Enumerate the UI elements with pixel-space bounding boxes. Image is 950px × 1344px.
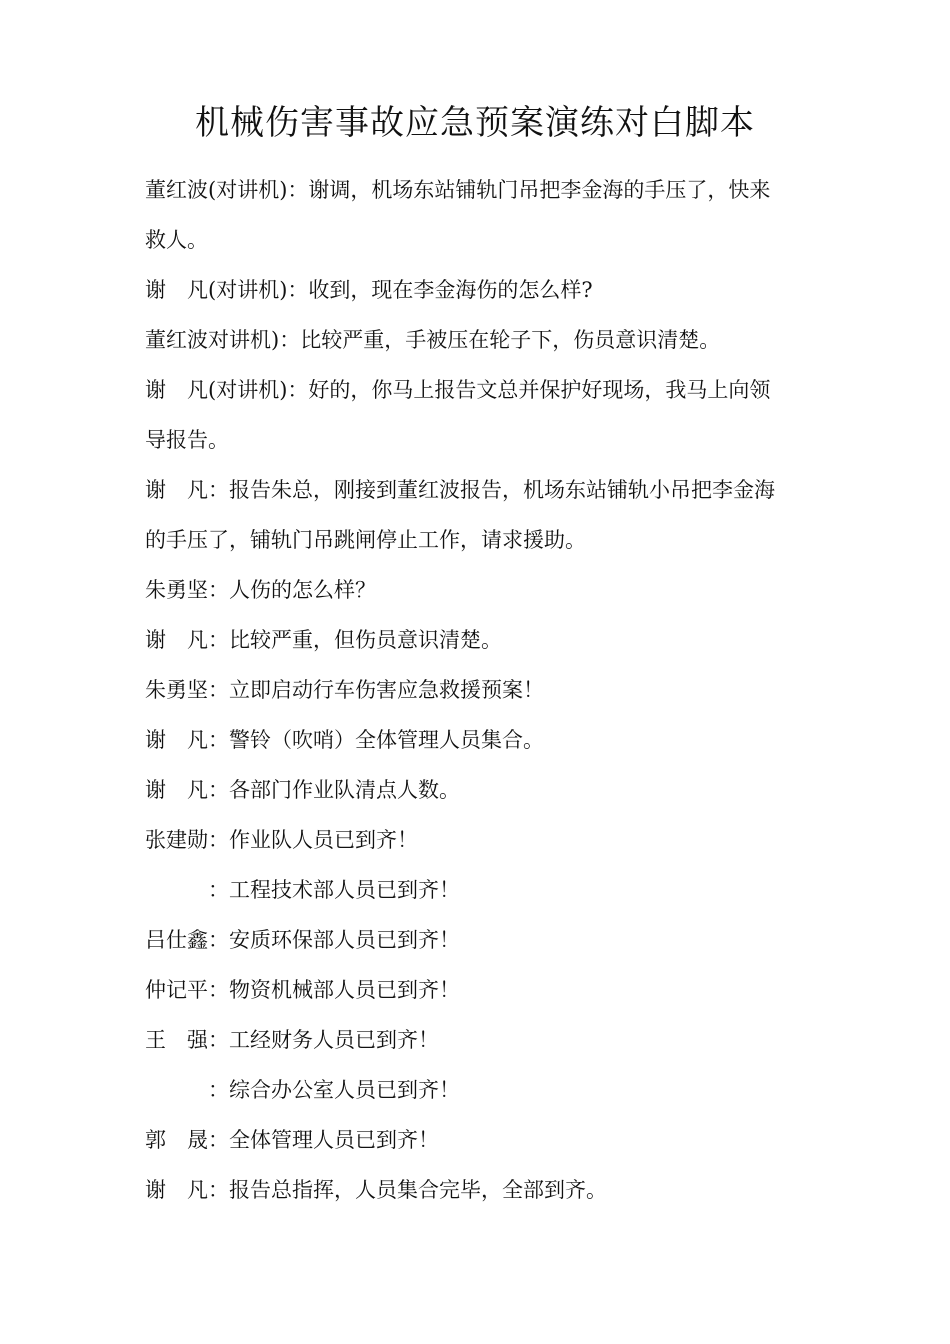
dialogue-line: 谢 凡：报告总指挥，人员集合完毕，全部到齐。	[145, 1178, 607, 1202]
dialogue-line: 朱勇坚：人伤的怎么样？	[145, 578, 376, 602]
dialogue-line: 董红波对讲机)：比较严重，手被压在轮子下，伤员意识清楚。	[145, 328, 721, 352]
dialogue-line: 谢 凡(对讲机)：好的，你马上报告文总并保护好现场，我马上向领	[145, 378, 771, 402]
dialogue-line: 谢 凡：比较严重，但伤员意识清楚。	[145, 628, 502, 652]
dialogue-line: 救人。	[145, 228, 208, 252]
dialogue-line: 郭 晟：全体管理人员已到齐！	[145, 1128, 439, 1152]
dialogue-line: 谢 凡(对讲机)：收到，现在李金海伤的怎么样?	[145, 278, 593, 302]
dialogue-line: 吕仕鑫：安质环保部人员已到齐！	[145, 928, 460, 952]
dialogue-line: 的手压了，铺轨门吊跳闸停止工作，请求援助。	[145, 528, 586, 552]
dialogue-line: ：工程技术部人员已到齐！	[145, 878, 460, 902]
dialogue-line: 张建勋：作业队人员已到齐！	[145, 828, 418, 852]
dialogue-line: ：综合办公室人员已到齐！	[145, 1078, 460, 1102]
dialogue-body	[145, 165, 809, 1215]
dialogue-line: 董红波(对讲机)：谢调，机场东站铺轨门吊把李金海的手压了，快来	[145, 178, 771, 202]
dialogue-line: 仲记平：物资机械部人员已到齐！	[145, 978, 460, 1002]
dialogue-line: 王 强：工经财务人员已到齐！	[145, 1028, 439, 1052]
page-title: 机械伤害事故应急预案演练对白脚本	[195, 103, 755, 143]
dialogue-line: 导报告。	[145, 428, 229, 452]
dialogue-line: 谢 凡：警铃（吹哨）全体管理人员集合。	[145, 728, 544, 752]
dialogue-line: 谢 凡：报告朱总，刚接到董红波报告，机场东站铺轨小吊把李金海	[145, 478, 775, 502]
dialogue-line: 谢 凡：各部门作业队清点人数。	[145, 778, 460, 802]
dialogue-line: 朱勇坚：立即启动行车伤害应急救援预案！	[145, 678, 544, 702]
